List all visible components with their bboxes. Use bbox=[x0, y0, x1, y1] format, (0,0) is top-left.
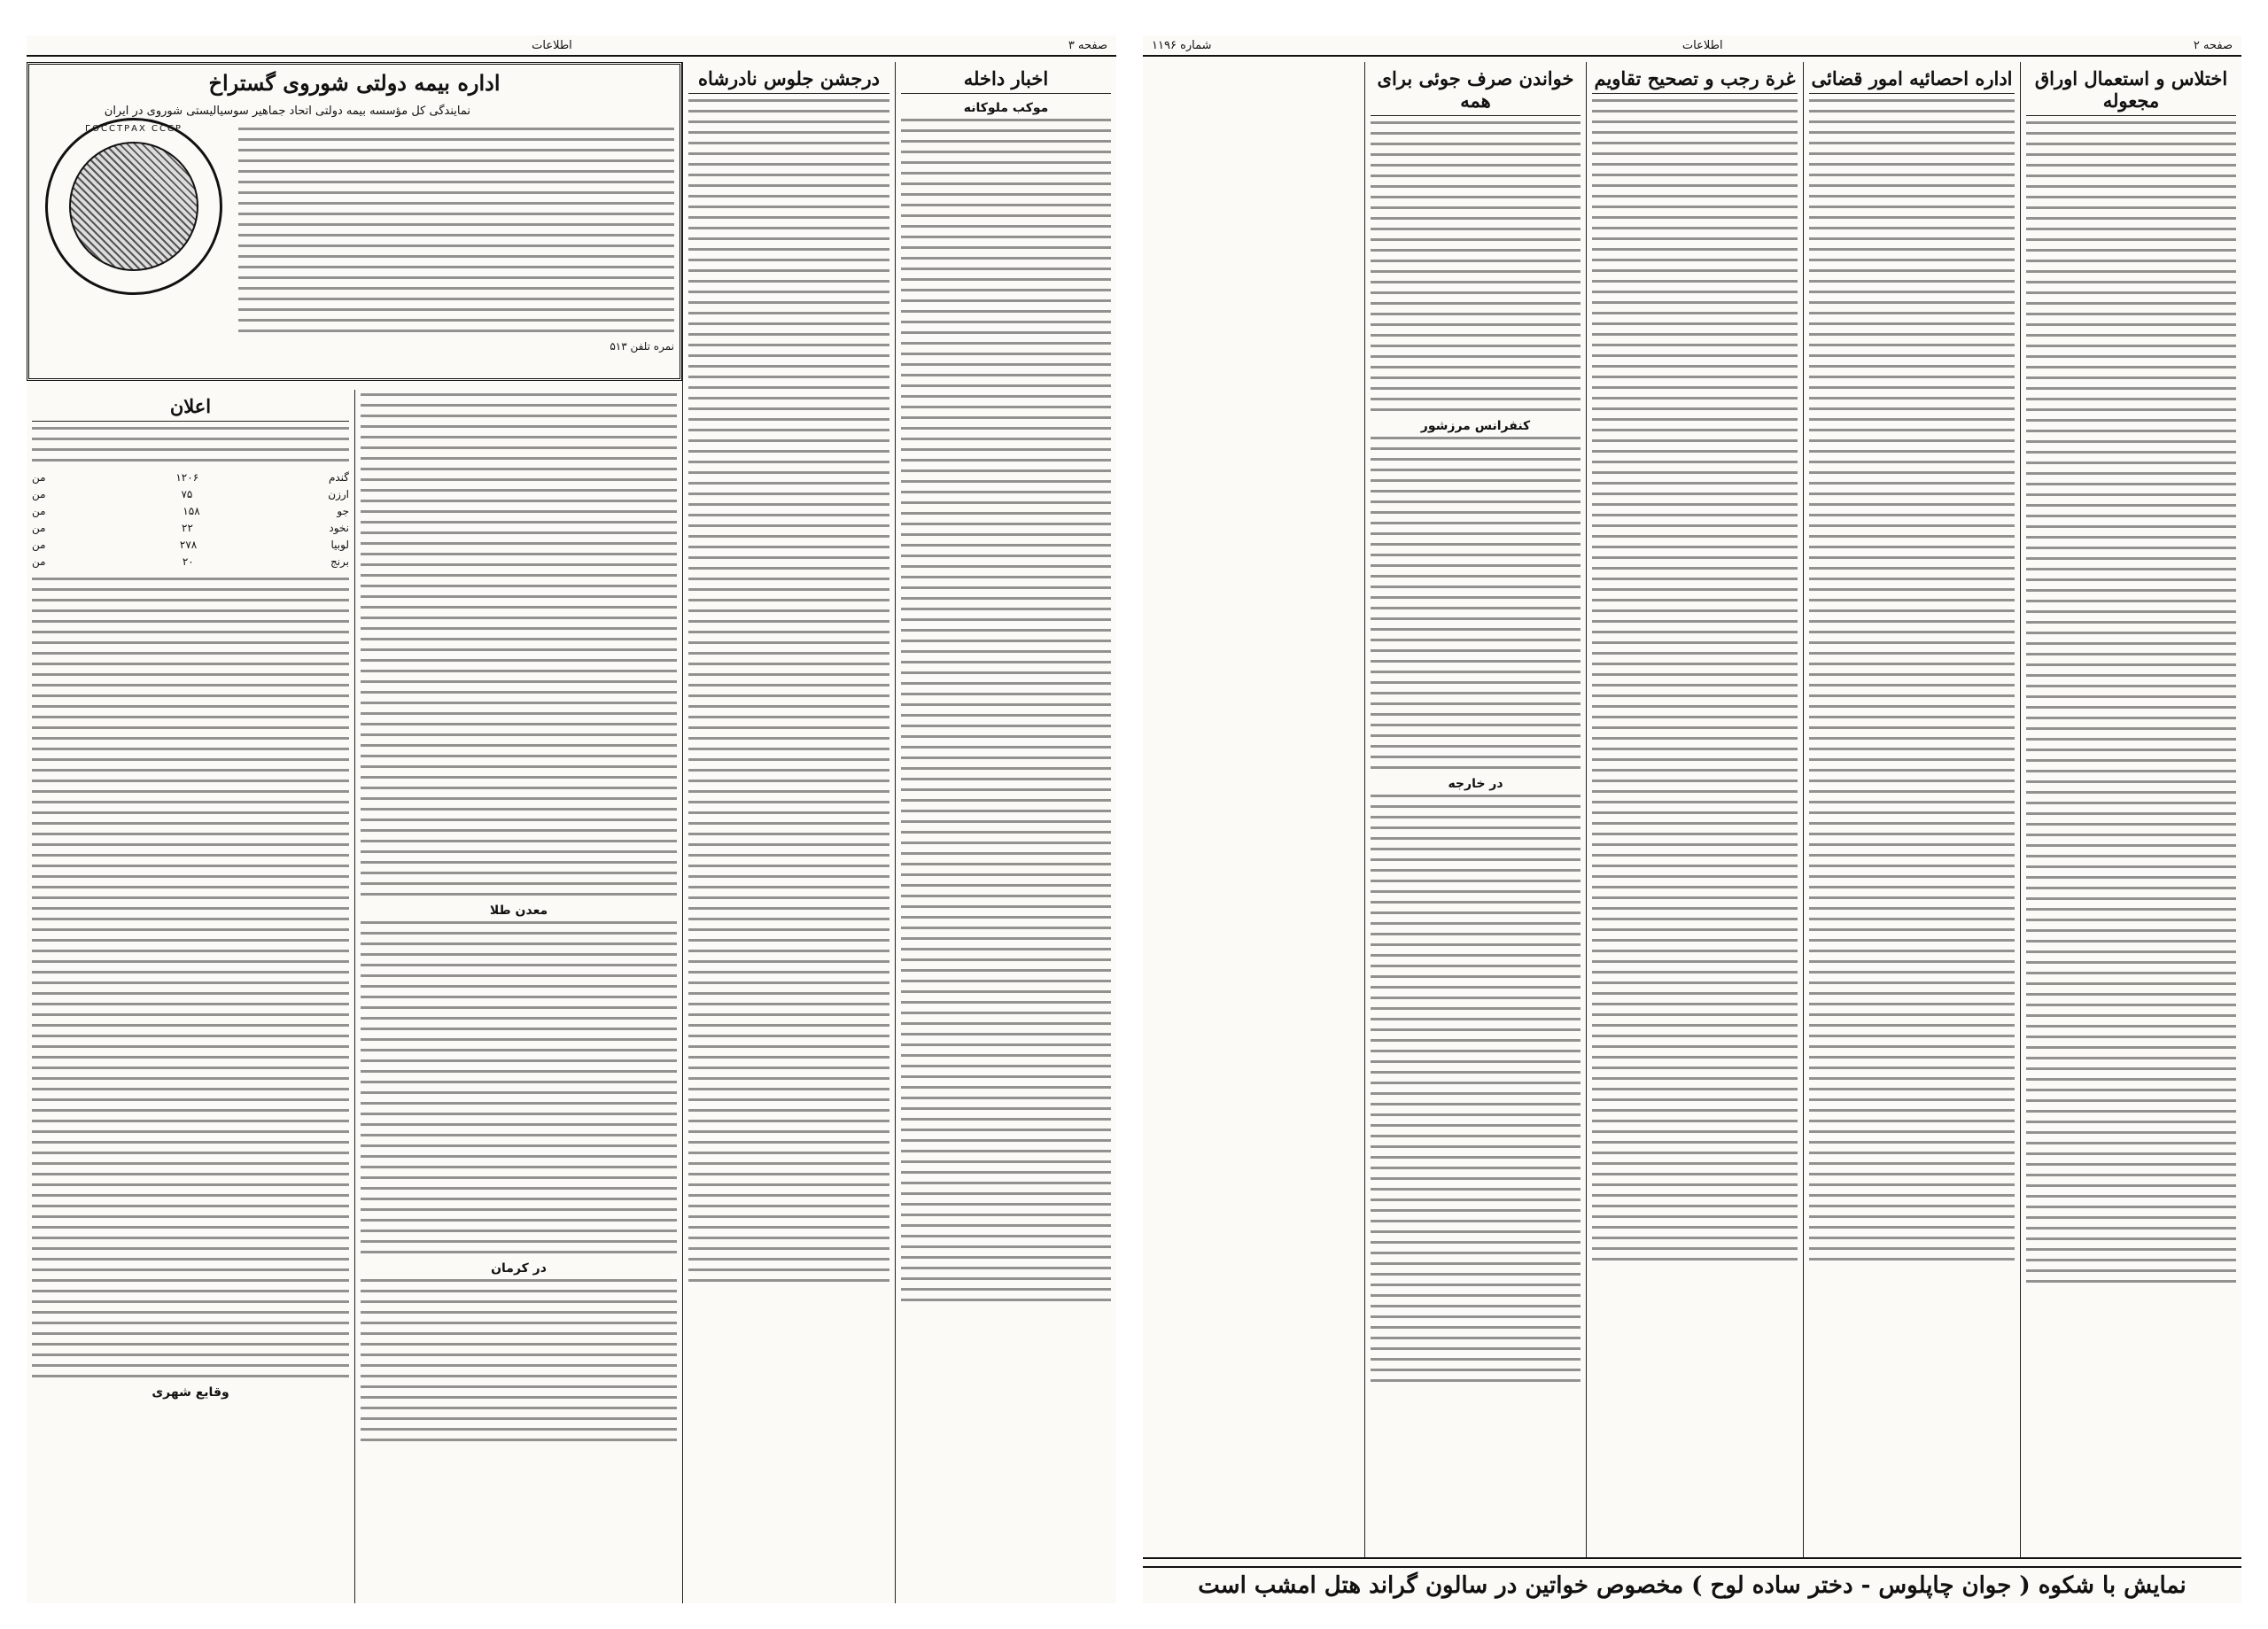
announcement-table bbox=[32, 469, 349, 570]
left-masthead: اطلاعات bbox=[532, 38, 572, 52]
article-body bbox=[1371, 121, 1581, 411]
subhead-conference: کنفرانس مرزشور bbox=[1420, 419, 1531, 433]
theatre-banner: نمایش با شکوه ( جوان چاپلوس - دختر ساده لوح ) مخصوص خواتین در سالون گراند هتل امشب است bbox=[1143, 1566, 2241, 1603]
right-running-head bbox=[1143, 35, 2241, 57]
headline-domestic: اخبار داخله bbox=[901, 67, 1111, 94]
article-body bbox=[901, 119, 1111, 1301]
table-cell: ۷۵ bbox=[181, 488, 193, 500]
right-page bbox=[1143, 35, 2241, 1603]
table-row bbox=[32, 554, 349, 570]
article-body bbox=[688, 99, 889, 1282]
column-domestic-news bbox=[895, 62, 1116, 1603]
headline-judicial-stats: اداره احصائیه امور قضائی bbox=[1809, 67, 2015, 94]
column-judicial-stats bbox=[1803, 62, 2020, 1559]
subhead-kerman: در کرمان bbox=[491, 1261, 547, 1276]
headline-anniversary: درجشن جلوس نادرشاه bbox=[688, 67, 889, 94]
article-body bbox=[1371, 795, 1581, 1382]
table-cell: من bbox=[32, 555, 46, 568]
column-mining bbox=[354, 390, 682, 1603]
table-cell: ۲۷۸ bbox=[179, 539, 198, 551]
emblem-text: ГОССТРАХ СССР bbox=[85, 124, 183, 134]
announcement-title: اعلان bbox=[32, 395, 349, 422]
table-cell: نخود bbox=[329, 522, 349, 534]
table-cell: من bbox=[32, 522, 46, 534]
table-cell: ۲۰ bbox=[182, 555, 194, 568]
table-row bbox=[32, 520, 349, 537]
column-announcement bbox=[27, 390, 354, 1603]
article-body bbox=[361, 1279, 677, 1441]
headline-thrift: خواندن صرف جوئی برای همه bbox=[1371, 67, 1581, 116]
table-row bbox=[32, 503, 349, 520]
table-row bbox=[32, 537, 349, 554]
article-body bbox=[1371, 437, 1581, 769]
insurance-ad-box bbox=[27, 62, 682, 381]
table-cell: من bbox=[32, 488, 46, 500]
subhead-royal-procession: موکب ملوکانه bbox=[963, 101, 1049, 115]
table-cell: لوبیا bbox=[330, 539, 349, 551]
insurance-body: نمایندگی کل مؤسسه بیمه دولتی اتحاد جماهیر سوسیالیستی شوروی در ایران bbox=[104, 105, 470, 118]
table-row bbox=[32, 486, 349, 503]
table-row bbox=[32, 469, 349, 486]
insurance-phone: نمره تلفن ۵۱۳ bbox=[610, 340, 674, 353]
subhead-accident: وقایع شهری bbox=[151, 1385, 229, 1400]
table-cell: من bbox=[32, 505, 46, 517]
insurance-title: اداره بیمه دولتی شوروی گستراخ bbox=[208, 70, 501, 96]
table-cell: ۱۵۸ bbox=[183, 505, 200, 517]
article-body bbox=[1592, 99, 1798, 1261]
right-page-label: صفحه ۲ bbox=[2193, 38, 2233, 52]
headline-calendar: غرة رجب و تصحیح تقاویم bbox=[1592, 67, 1798, 94]
column-embezzlement bbox=[2020, 62, 2241, 1559]
table-cell: برنج bbox=[330, 555, 349, 568]
table-cell: ارزن bbox=[328, 488, 349, 500]
emblem-inner bbox=[69, 142, 198, 271]
table-cell: گندم bbox=[328, 471, 349, 484]
column-anniversary bbox=[682, 62, 895, 1603]
left-page-label: صفحه ۳ bbox=[1068, 38, 1107, 52]
insurance-text bbox=[238, 128, 674, 332]
table-cell: ۱۲۰۶ bbox=[175, 471, 199, 484]
issue-number: شماره ۱۱۹۶ bbox=[1152, 38, 1212, 52]
column-calendar bbox=[1586, 62, 1803, 1559]
right-masthead: اطلاعات bbox=[1682, 38, 1723, 52]
subhead-abroad: در خارجه bbox=[1448, 777, 1503, 791]
table-cell: من bbox=[32, 471, 46, 484]
subhead-gold-mine: معدن طلا bbox=[489, 904, 548, 918]
article-body bbox=[2026, 121, 2236, 1283]
article-body bbox=[361, 393, 677, 896]
table-cell: جو bbox=[337, 505, 349, 517]
left-running-head bbox=[27, 35, 1116, 57]
announcement-text-2 bbox=[32, 578, 349, 1377]
left-page bbox=[27, 35, 1116, 1603]
article-body bbox=[361, 921, 677, 1253]
table-cell: من bbox=[32, 539, 46, 551]
table-cell: ۲۲ bbox=[182, 522, 193, 534]
gosstrakh-emblem bbox=[45, 118, 222, 295]
headline-embezzlement: اختلاس و استعمال اوراق مجعوله bbox=[2026, 67, 2236, 116]
banner-divider bbox=[1143, 1557, 2241, 1559]
announcement-text bbox=[32, 427, 349, 462]
column-thrift bbox=[1364, 62, 1586, 1559]
article-body bbox=[1809, 99, 2015, 1261]
